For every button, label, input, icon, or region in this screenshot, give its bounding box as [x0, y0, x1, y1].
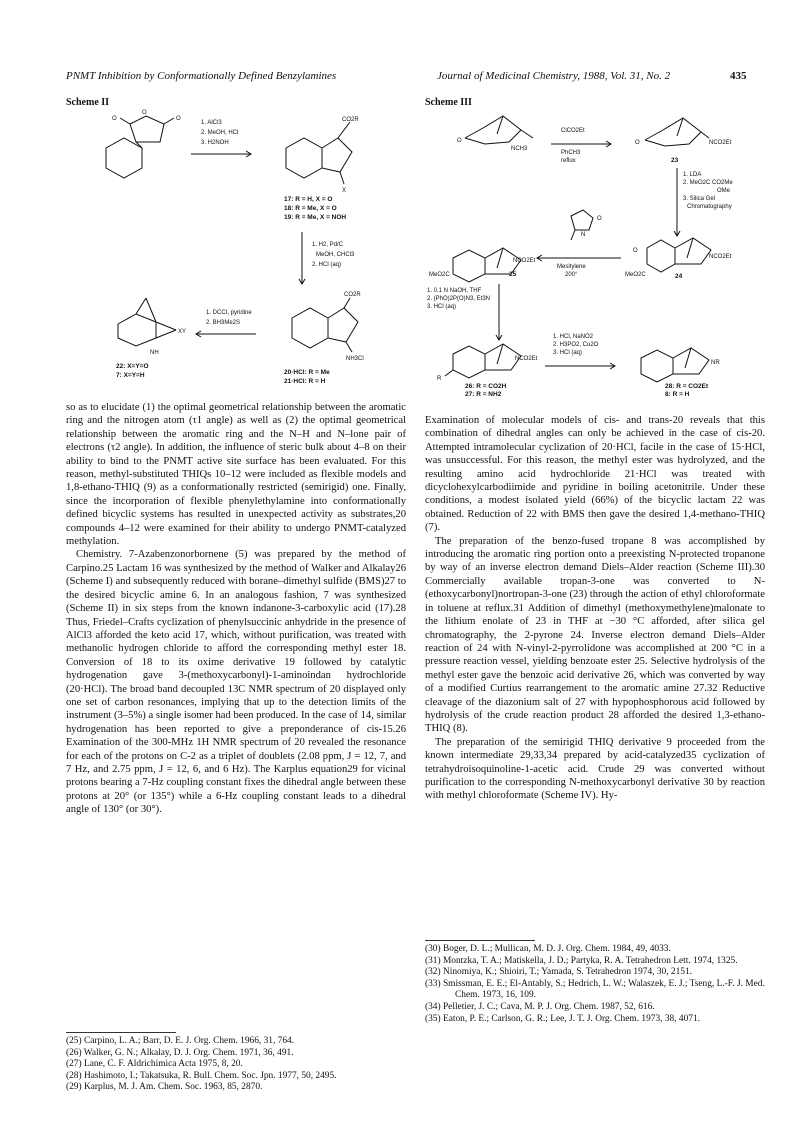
reference-34: (34) Pelletier, J. C.; Cava, M. P. J. Org. Chem. 1987, 52, 616.: [425, 1001, 655, 1012]
reagent-bottom-2: 2. H3PO2, Cu2O: [553, 342, 599, 348]
reagent-bottom-3: 3. HCl (aq): [553, 350, 583, 356]
compound-22-label: 22: X=Y=O: [116, 363, 149, 370]
compound-25-label: 25: [509, 271, 517, 278]
compound-19-label: 19: R = Me, X = NOH: [284, 214, 347, 221]
reagent-mid-1: Mesitylene: [557, 264, 586, 270]
anhydride-oxygen-right: O: [176, 116, 181, 122]
compound-24-structure: [647, 238, 711, 272]
reagent-right-5: Chromatography: [687, 204, 732, 210]
methano-thiq-structure: [118, 298, 176, 346]
reagent-a-3: 3. H2NOH: [201, 140, 229, 146]
substituent-xy: XY: [178, 329, 187, 335]
reagent-a-2: 2. MeOH, HCl: [201, 130, 239, 136]
compound-25-nco2et: NCO2Et: [513, 258, 536, 264]
substituent-co2r-top: CO2R: [342, 117, 359, 123]
reference-28: (28) Hashimoto, I.; Takatsuka, R. Bull. Chem. Soc. Jpn. 1977, 50, 2495.: [66, 1070, 337, 1081]
substituent-x: X: [342, 188, 347, 194]
right-paragraph-3: The preparation of the semirigid THIQ derivative 9 proceeded from the known intermediate 29,33,34 prepared by acid-catalyzed35 cyclization of tetrahydroisoquinoline-1-acetic acid. Crude 29 was converted without purification to the corresponding N-methoxycarbonyl derivative 30 by reaction with methyl chloroformate (Scheme IV). Hy-: [425, 736, 765, 802]
reagent-b-2: MeOH, CHCl3: [316, 252, 355, 258]
compound-28-nr: NR: [711, 360, 720, 366]
running-header-left: PNMT Inhibition by Conformationally Defined Benzylamines: [66, 70, 337, 82]
substituent-nh3cl: NH3Cl: [346, 356, 364, 362]
reagent-left-2: 2. (PhO)2P(O)N3, Et3N: [427, 296, 491, 302]
left-references: [66, 1036, 406, 1094]
reagent-left-3: 3. HCl (aq): [427, 304, 457, 310]
reference-31: (31) Montzka, T. A.; Matiskella, J. D.; Partyka, R. A. Tetrahedron Lett. 1974, 1325.: [425, 955, 738, 966]
reagent-c-1: 1. DCCI, pyridine: [206, 310, 252, 316]
compound-23-structure: [645, 118, 709, 146]
vinyl-pyrrolidone-o: O: [597, 216, 602, 222]
scheme-2-diagram: [66, 108, 406, 386]
compound-26-structure: [445, 344, 521, 378]
compound-23-oxygen: O: [635, 140, 640, 146]
indanone-structure: [286, 122, 352, 184]
reference-32: (32) Ninomiya, K.; Shioiri, T.; Yamada, S. Tetrahedron 1974, 30, 2151.: [425, 967, 693, 978]
vinyl-pyrrolidone-n: N: [581, 232, 586, 238]
compound-26-r: R: [437, 376, 442, 382]
reagent-mid-2: 200°: [565, 272, 578, 278]
reagent-left-1: 1. 0.1 N NaOH, THF: [427, 288, 482, 294]
compound-24-oxygen: O: [633, 248, 638, 254]
reference-33: (33) Smissman, E. E.; El-Antably, S.; Hedrich, L. W.; Walaszek, E. J.; Tseng, L.-F. J. Med. Chem. 1973, 16, 109.: [425, 978, 765, 1001]
left-footnote-rule: [66, 1032, 176, 1033]
page-number: 435: [730, 70, 747, 82]
reference-27: (27) Lane, C. F. Aldrichimica Acta 1975, 8, 20.: [66, 1059, 243, 1070]
compound-24-label: 24: [675, 273, 683, 280]
right-references: [425, 944, 765, 1025]
reagent-top-1: ClCO2Et: [561, 128, 585, 134]
left-paragraph-2: Chemistry. 7-Azabenzonorbornene (5) was prepared by the method of Carpino.25 Lactam 16 was synthesized by the method of Walker and Alkalay26 (Scheme I) and subsequently reduced with borane–dimethyl sulfide (BMS)27 to the desired bicyclic amine 6. In an analogous fashion, 7 was synthesized (Scheme II) in six steps from the known indanone-3-carboxylic acid (17).28 Thus, Friedel–Crafts cyclization of phenylsuccinic anhydride in the presence of AlCl3 afforded the keto acid 17, which, without purification, was treated with methanolic hydrogen chloride to afford the corresponding methyl ester 18. Conversion of 18 to its oxime derivative 19 followed by catalytic hydrogenation gave 3-(methoxycarbonyl)-1-aminoindan hydrochloride (20·HCl). The broad band decoupled 13C NMR spectrum of 20 displayed only one set of carbon resonances, implying that up to the detection limits of the instrument (3–5%) a single isomer had been produced. In the case of 14, similar hydrogenation has been reported to give a preponderance of cis-15.26 Examination of the 300-MHz 1H NMR spectrum of 20 revealed the resonance for each of the protons on C-2 as a triplet of doublets (2.08 ppm, J = 12, 7, and 7 Hz, and 2.75 ppm, J = 12, 6, and 6 Hz). The Karplus equation29 for vicinal protons bearing a 7-Hz coupling constant fixes the dihedral angle between these protons at 20° (or 135°) while a 6-Hz coupling constant leads to a dihedral angle of 130° (or 30°).: [66, 549, 406, 816]
compound-8-label: 8: R = H: [665, 391, 690, 398]
reagent-bottom-1: 1. HCl, NaNO2: [553, 334, 594, 340]
left-column-text: [66, 401, 406, 817]
reference-29: (29) Karplus, M. J. Am. Chem. Soc. 1963, 85, 2870.: [66, 1082, 263, 1093]
reagent-right-1: 1. LDA: [683, 172, 702, 178]
compound-24-meo2c: MeO2C: [625, 272, 646, 278]
scheme-2-title: Scheme II: [66, 97, 110, 108]
reagent-top-3: reflux: [561, 158, 576, 164]
compound-23-nco2et: NCO2Et: [709, 140, 732, 146]
right-column-text: [425, 414, 765, 803]
right-footnote-rule: [425, 940, 535, 941]
substituent-co2r-bottom: CO2R: [344, 292, 361, 298]
tropanone-oxygen: O: [457, 138, 462, 144]
reference-35: (35) Eaton, P. E.; Carlson, G. R.; Lee, J. T. J. Org. Chem. 1973, 38, 4071.: [425, 1013, 700, 1024]
anhydride-oxygen-left: O: [112, 116, 117, 122]
right-paragraph-2: The preparation of the benzo-fused tropane 8 was accomplished by introducing the aromatic ring portion onto a preexisting N-protected tropanone by way of an inverse electron demand Diels–Alder reaction (Scheme III).30 Commercially available tropan-3-one was converted to N-(ethoxycarbonyl)nortropan-3-one (23) through the action of ethyl chloroformate in toluene at reflux.31 Addition of dimethyl (methoxymethylene)malonate to the lithium enolate of 23 in THF at −30 °C afforded, after silica gel chromatography, the 2-pyrone 24. Inverse electron demand Diels–Alder reaction of 24 with N-vinyl-2-pyrrolidone was accomplished at 200 °C in a pressure reaction vessel, yielding benzoate ester 25. Selective hydrolysis of the methyl ester gave the benzoic acid derivative 26, which was converted by way of a modified Curtius rearrangement to the aromatic amine 27.32 Reductive cleavage of the diazonium salt of 27 with hypophosphorous acid followed by hydrolysis of the crude reaction product 28 afforded the desired 1,3-ethano-THIQ (8).: [425, 535, 765, 735]
compound-26-label: 26: R = CO2H: [465, 383, 507, 390]
compound-24-nco2et: NCO2Et: [709, 254, 732, 260]
reagent-right-4: 3. Silica Gel: [683, 196, 716, 202]
compound-28-structure: [641, 348, 709, 382]
compound-18-label: 18: R = Me, X = O: [284, 205, 337, 212]
compound-7-label: 7: X=Y=H: [116, 372, 145, 379]
scheme-3-title: Scheme III: [425, 97, 472, 108]
compound-23-label: 23: [671, 157, 679, 164]
left-paragraph-1: so as to elucidate (1) the optimal geometrical relationship between the aromatic ring and the nitrogen atom (τ1 angle) as well as (2) the optimal geometrical relationship between the aromatic ring and the N–H and N–lone pair of electrons (τ2 angle). In addition, the influence of steric bulk about 4–8 on their ability to bind to the PNMT active site surface has been evaluated. For this reason, methyl-substituted THIQs 10–12 were included as flexible models and 1,8-ethano-THIQ (9) as a conformationally restricted (semirigid) one. Finally, since the incorporation of flexible phenylethylamine into conformationally defined bicyclic systems has resulted in unexpected activity as substrates,20 compounds 4–12 were examined for their ability to undergo PNMT-catalyzed methylation.: [66, 402, 406, 548]
reagent-c-2: 2. BH3Me2S: [206, 320, 241, 326]
tropanone-nch3: NCH3: [511, 146, 528, 152]
reference-25: (25) Carpino, L. A.; Barr, D. E. J. Org. Chem. 1966, 31, 764.: [66, 1036, 295, 1046]
compound-25-meo2c: MeO2C: [429, 272, 450, 278]
compound-26-nco2et: NCO2Et: [515, 356, 538, 362]
compound-27-label: 27: R = NH2: [465, 391, 502, 398]
compound-28-label: 28: R = CO2Et: [665, 383, 709, 390]
reagent-top-2: PhCH3: [561, 150, 581, 156]
right-paragraph-1: Examination of molecular models of cis- and trans-20 reveals that this combination of dihedral angles can only be achieved in the case of cis-20. Attempted intramolecular cyclization of 20·HCl, facile in the case of 15·HCl, was unsuccessful. For this reason, the methyl ester was hydrolyzed, and the resulting amino acid hydrochloride 21·HCl was treated with dicyclohexylcarbodiimide and pyridine in boiling acetonitrile. Under these conditions, a modest isolated yield (66%) of the bicyclic lactam 22 was obtained. Reduction of 22 with BMS then gave the desired 1,4-methano-THIQ (7).: [425, 415, 765, 534]
compound-17-label: 17: R = H, X = O: [284, 196, 333, 203]
reagent-a-1: 1. AlCl3: [201, 120, 222, 126]
reference-30: (30) Boger, D. L.; Mullican, M. D. J. Org. Chem. 1984, 49, 4033.: [425, 944, 671, 954]
anhydride-oxygen-ring: O: [142, 110, 147, 116]
substituent-nh: NH: [150, 350, 159, 356]
running-header-right: Journal of Medicinal Chemistry, 1988, Vol. 31, No. 2: [437, 70, 671, 82]
compound-20-label: 20·HCl: R = Me: [284, 369, 330, 376]
tropanone-structure: [465, 116, 533, 144]
scheme-3-diagram: [425, 108, 755, 398]
compound-21-label: 21·HCl: R = H: [284, 378, 326, 385]
reagent-right-2: 2. MeO2C CO2Me: [683, 180, 733, 186]
reagent-b-3: 2. HCl (aq): [312, 262, 342, 268]
phenylsuccinic-anhydride-structure: [106, 116, 174, 178]
reagent-b-1: 1. H2, Pd/C: [312, 242, 344, 248]
aminoindan-structure: [292, 298, 358, 352]
reagent-right-3: OMe: [717, 188, 731, 194]
reference-26: (26) Walker, G. N.; Alkalay, D. J. Org. Chem. 1971, 36, 491.: [66, 1047, 294, 1058]
